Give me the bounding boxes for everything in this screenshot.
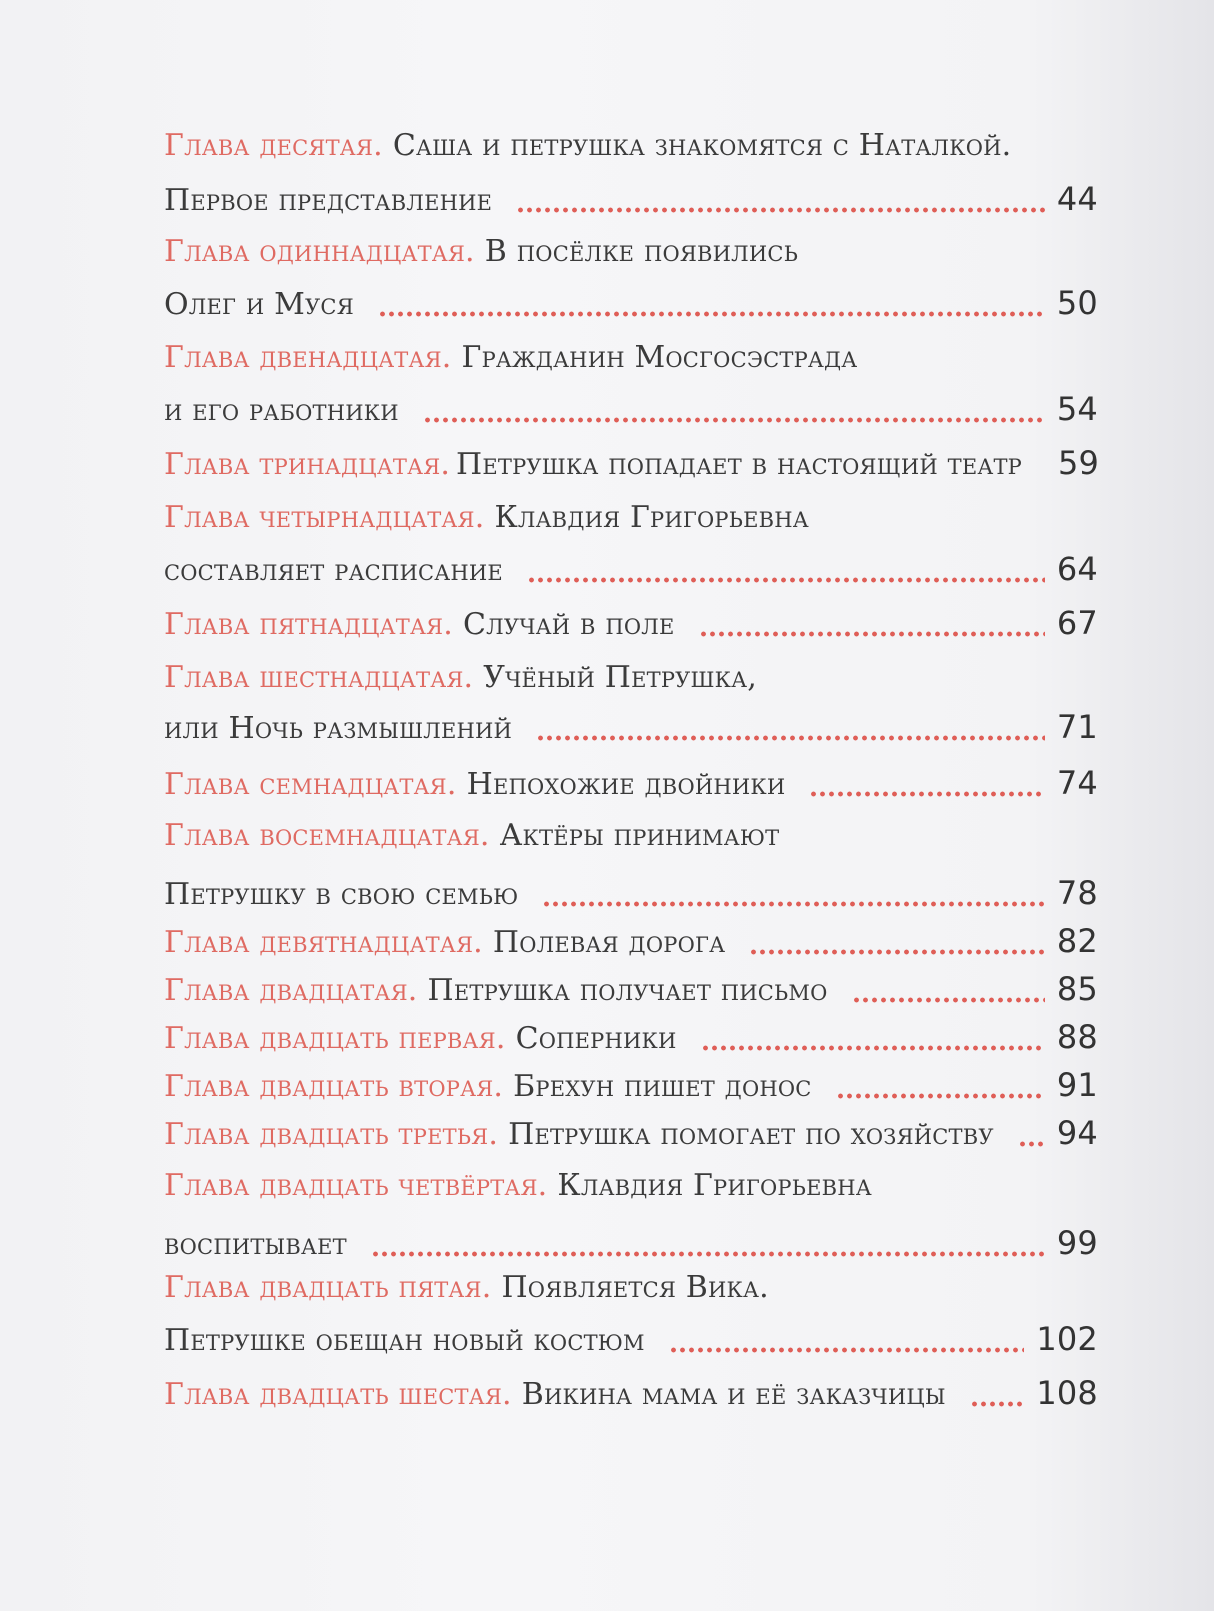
leader-dots: [536, 735, 1045, 741]
page-number: 78: [1056, 874, 1098, 912]
toc-entry-26: [164, 1374, 1098, 1418]
chapter-title: Актёры принимают: [499, 818, 780, 853]
toc-entry-13: [164, 444, 1098, 488]
toc-entry-16-line2: [164, 708, 1098, 752]
chapter-title: Соперники: [515, 1021, 677, 1056]
chapter-label: Глава десятая.: [164, 128, 383, 163]
chapter-title-cont: Первое представление: [164, 183, 493, 218]
page-number: 54: [1056, 390, 1098, 428]
chapter-title-cont: или Ночь размышлений: [164, 711, 513, 746]
leader-dots: [527, 577, 1045, 583]
chapter-title: Случай в поле: [462, 607, 675, 642]
chapter-label: Глава двадцать четвёртая.: [164, 1168, 548, 1203]
page-number: 85: [1056, 970, 1098, 1008]
leader-dots: [836, 1093, 1045, 1099]
toc-entry-11-line1: [164, 234, 1098, 278]
leader-dots: [669, 1347, 1025, 1353]
toc-entry-25-line1: [164, 1270, 1098, 1314]
page-number: 44: [1056, 180, 1098, 218]
chapter-title: В посёлке появились: [484, 234, 799, 269]
chapter-title: Брехун пишет донос: [513, 1069, 812, 1104]
chapter-title: Гражданин Мосгосэстрада: [461, 340, 858, 375]
chapter-title: Петрушка помогает по хозяйству: [508, 1117, 994, 1152]
toc-entry-15: [164, 604, 1098, 648]
leader-dots: [749, 949, 1045, 955]
chapter-title-cont: Петрушку в свою семью: [164, 877, 519, 912]
chapter-label: Глава двадцатая.: [164, 973, 418, 1008]
page-number: 67: [1056, 604, 1098, 642]
chapter-title: Петрушка получает письмо: [427, 973, 828, 1008]
toc-entry-23: [164, 1114, 1098, 1158]
leader-dots: [852, 997, 1045, 1003]
leader-dots: [699, 631, 1045, 637]
chapter-title: Клавдия Григорьевна: [557, 1168, 872, 1203]
chapter-title: Клавдия Григорьевна: [494, 500, 809, 535]
page-number: 59: [1058, 444, 1100, 482]
toc-entry-12-line1: [164, 340, 1098, 384]
chapter-title-cont: воспитывает: [164, 1227, 347, 1262]
chapter-label: Глава двадцать вторая.: [164, 1069, 504, 1104]
chapter-label: Глава одиннадцатая.: [164, 234, 475, 269]
chapter-title: Петрушка попадает в настоящий театр: [456, 447, 1022, 482]
toc-entry-18-line2: [164, 874, 1098, 918]
toc-entry-14-line1: [164, 500, 1098, 544]
toc-entry-10-line2: [164, 180, 1098, 224]
toc-entry-18-line1: [164, 818, 1098, 862]
chapter-label: Глава двенадцатая.: [164, 340, 452, 375]
leader-dots: [542, 901, 1045, 907]
toc-entry-10-line1: [164, 128, 1098, 172]
chapter-label: Глава пятнадцатая.: [164, 607, 453, 642]
leader-dots: [423, 417, 1045, 423]
page-number: 64: [1056, 550, 1098, 588]
chapter-label: Глава четырнадцатая.: [164, 500, 485, 535]
page-number: 71: [1056, 708, 1098, 746]
chapter-label: Глава шестнадцатая.: [164, 660, 474, 695]
toc-entry-24-line1: [164, 1168, 1098, 1212]
page-number: 82: [1056, 922, 1098, 960]
chapter-title: Учёный Петрушка,: [483, 660, 757, 695]
chapter-label: Глава двадцать третья.: [164, 1117, 499, 1152]
page-number: 99: [1056, 1224, 1098, 1262]
toc-entry-11-line2: [164, 284, 1098, 328]
leader-dots: [371, 1251, 1045, 1257]
chapter-label: Глава двадцать пятая.: [164, 1270, 492, 1305]
chapter-title: Непохожие двойники: [466, 767, 786, 802]
leader-dots: [378, 311, 1045, 317]
toc-entry-17: [164, 764, 1098, 808]
chapter-title: Саша и петрушка знакомятся с Наталкой.: [392, 128, 1012, 163]
chapter-label: Глава тринадцатая.: [164, 447, 451, 482]
chapter-title-cont: Олег и Муся: [164, 287, 354, 322]
toc-entry-19: [164, 922, 1098, 966]
page-number: 102: [1036, 1320, 1098, 1358]
page-number: 50: [1056, 284, 1098, 322]
chapter-label: Глава девятнадцатая.: [164, 925, 483, 960]
chapter-label: Глава семнадцатая.: [164, 767, 457, 802]
toc-entry-24-line2: [164, 1224, 1098, 1268]
chapter-title-cont: составляет расписание: [164, 553, 503, 588]
page-number: 108: [1036, 1374, 1098, 1412]
page-number: 74: [1056, 764, 1098, 802]
leader-dots: [1018, 1141, 1045, 1147]
chapter-label: Глава двадцать первая.: [164, 1021, 506, 1056]
chapter-title-cont: Петрушке обещан новый костюм: [164, 1323, 645, 1358]
page-number: 91: [1056, 1066, 1098, 1104]
chapter-label: Глава восемнадцатая.: [164, 818, 490, 853]
chapter-title-cont: и его работники: [164, 393, 399, 428]
leader-dots: [809, 791, 1045, 797]
toc-entry-12-line2: [164, 390, 1098, 434]
chapter-title: Полевая дорога: [492, 925, 726, 960]
toc-entry-14-line2: [164, 550, 1098, 594]
chapter-label: Глава двадцать шестая.: [164, 1377, 512, 1412]
toc-entry-22: [164, 1066, 1098, 1110]
leader-dots: [970, 1401, 1025, 1407]
chapter-title: Викина мама и её заказчицы: [521, 1377, 946, 1412]
toc-entry-21: [164, 1018, 1098, 1062]
page-number: 94: [1056, 1114, 1098, 1152]
toc-entry-16-line1: [164, 660, 1098, 704]
chapter-title: Появляется Вика.: [501, 1270, 769, 1305]
toc-entry-20: [164, 970, 1098, 1014]
page-number: 88: [1056, 1018, 1098, 1056]
leader-dots: [516, 207, 1045, 213]
leader-dots: [701, 1045, 1045, 1051]
toc-entry-25-line2: [164, 1320, 1098, 1364]
